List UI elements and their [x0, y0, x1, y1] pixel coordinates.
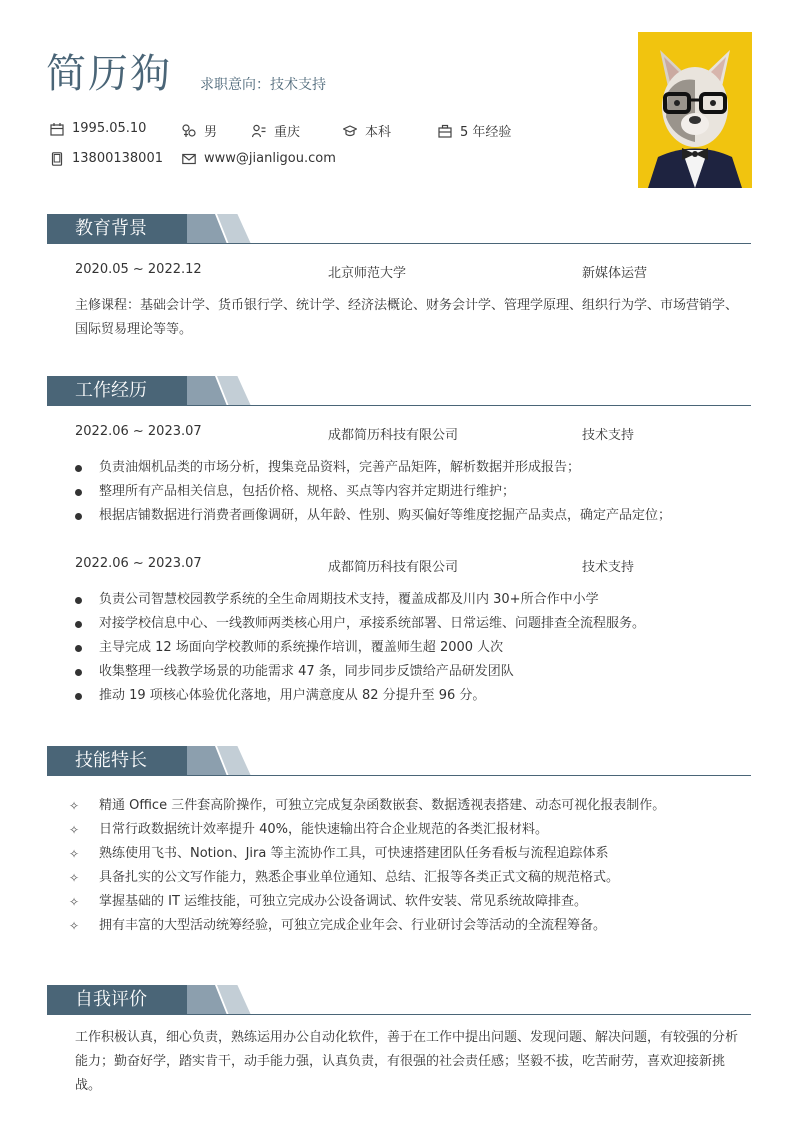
info-gender [182, 121, 217, 140]
skill-text: 具备扎实的公文写作能力，熟悉企事业单位通知、总结、汇报等各类正式文稿的规范格式。 [99, 870, 620, 885]
sparkle-icon: ✧ [69, 799, 80, 813]
info-phone [50, 151, 163, 166]
education-major: 新媒体运营 [582, 266, 648, 281]
list-item [69, 890, 755, 914]
self-evaluation-text: 工作积极认真，细心负责，熟练运用办公自动化软件，善于在工作中提出问题、发现问题、解决问题，有较强的分析能力；勤奋好学，踏实肯干，动手能力强，认真负责，有很强的社会责任感；坚毅不拔，吃苦耐劳，喜欢迎接新挑战。 [75, 1030, 739, 1093]
sparkle-icon: ✧ [69, 823, 80, 837]
list-item: 根据店铺数据进行消费者画像调研，从年龄、性别、购买偏好等维度挖掘产品卖点，确定产品定位； [75, 504, 755, 528]
job-duties-list [75, 588, 755, 708]
list-item: 负责公司智慧校园教学系统的全生命周期技术支持，覆盖成都及川内 30+所合作中小学 [75, 588, 755, 612]
section-title: 工作经历 [75, 380, 147, 401]
gender: 男 [204, 125, 218, 140]
list-item [69, 818, 755, 842]
list-item: 推动 19 项核心体验优化落地，用户满意度从 82 分提升至 96 分。 [75, 684, 755, 708]
mail-icon [182, 152, 196, 166]
info-birth [50, 121, 146, 136]
dog-portrait-icon [638, 32, 752, 188]
list-item: 负责油烟机品类的市场分析，搜集竞品资料，完善产品矩阵，解析数据并形成报告； [75, 456, 755, 480]
phone: 13800138001 [72, 151, 163, 166]
job-row [75, 556, 735, 576]
skill-text: 精通 Office 三件套高阶操作，可独立完成复杂函数嵌套、数据透视表搭建、动态可视化报表制作。 [99, 798, 666, 813]
education-school: 北京师范大学 [328, 266, 407, 281]
section-title: 教育背景 [75, 218, 147, 239]
list-item [69, 842, 755, 866]
job-role: 技术支持 [582, 560, 635, 575]
info-email [182, 151, 336, 166]
skills-list [69, 794, 755, 938]
section-header-skills [47, 746, 751, 776]
list-item: 对接学校信息中心、一线教师两类核心用户，承接系统部署、日常运维、问题排查全流程服务。 [75, 612, 755, 636]
list-item: 整理所有产品相关信息，包括价格、规格、买点等内容并定期进行维护； [75, 480, 755, 504]
education-period: 2020.05 ~ 2022.12 [75, 262, 202, 277]
sparkle-icon: ✧ [69, 895, 80, 909]
job-role: 技术支持 [582, 428, 635, 443]
location-user-icon [252, 124, 266, 138]
job-period: 2022.06 ~ 2023.07 [75, 424, 202, 439]
calendar-icon [50, 122, 64, 136]
skill-text: 掌握基础的 IT 运维技能，可独立完成办公设备调试、软件安装、常见系统故障排查。 [99, 894, 588, 909]
section-header-self [47, 985, 751, 1015]
resume-name: 简历狗 [46, 51, 172, 97]
job-period: 2022.06 ~ 2023.07 [75, 556, 202, 571]
info-degree [343, 121, 391, 140]
sparkle-icon: ✧ [69, 919, 80, 933]
gender-icon [182, 124, 196, 138]
sparkle-icon: ✧ [69, 871, 80, 885]
briefcase-icon [438, 124, 452, 138]
skill-text: 日常行政数据统计效率提升 40%，能快速输出符合企业规范的各类汇报材料。 [99, 822, 549, 837]
section-header-work [47, 376, 751, 406]
graduation-cap-icon [343, 124, 357, 138]
email: www@jianligou.com [204, 151, 336, 166]
skill-text: 拥有丰富的大型活动统筹经验，可独立完成企业年会、行业研讨会等活动的全流程筹备。 [99, 918, 607, 933]
list-item [69, 794, 755, 818]
job-company: 成都简历科技有限公司 [328, 428, 459, 443]
list-item [69, 866, 755, 890]
experience: 5 年经验 [460, 125, 512, 140]
profile-photo [638, 32, 752, 188]
birth-date: 1995.05.10 [72, 121, 147, 136]
section-title: 自我评价 [75, 989, 147, 1010]
info-city [252, 121, 300, 140]
section-title: 技能特长 [75, 750, 147, 771]
phone-icon [50, 152, 64, 166]
list-item [69, 914, 755, 938]
job-duties-list [75, 456, 755, 528]
info-experience [438, 121, 511, 140]
city: 重庆 [274, 125, 301, 140]
sparkle-icon: ✧ [69, 847, 80, 861]
job-intent: 求职意向：技术支持 [200, 77, 326, 93]
education-row [75, 262, 735, 282]
section-header-education [47, 214, 751, 244]
degree: 本科 [365, 125, 392, 140]
education-courses: 主修课程：基础会计学、货币银行学、统计学、经济法概论、财务会计学、管理学原理、组织行为学、市场营销学、国际贸易理论等等。 [75, 298, 739, 337]
job-row [75, 424, 735, 444]
list-item: 收集整理一线教学场景的功能需求 47 条，同步同步反馈给产品研发团队 [75, 660, 755, 684]
skill-text: 熟练使用飞书、Notion、Jira 等主流协作工具，可快速搭建团队任务看板与流程追踪体系 [99, 846, 609, 861]
list-item: 主导完成 12 场面向学校教师的系统操作培训，覆盖师生超 2000 人次 [75, 636, 755, 660]
job-company: 成都简历科技有限公司 [328, 560, 459, 575]
